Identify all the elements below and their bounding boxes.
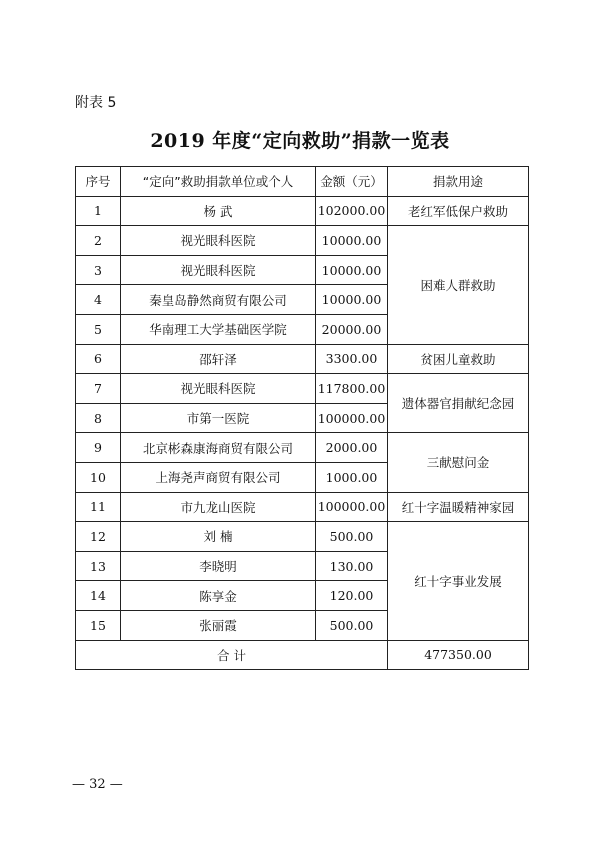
header-use: 捐款用途 (388, 167, 529, 197)
row-use: 红十字事业发展 (388, 522, 529, 640)
row-amount: 130.00 (316, 551, 388, 581)
header-amount: 金额（元） (316, 167, 388, 197)
donation-table (75, 166, 529, 670)
table-header-row (76, 167, 529, 197)
total-label: 合 计 (76, 640, 388, 670)
row-donor: 陈享金 (121, 581, 316, 611)
row-no: 10 (76, 462, 121, 492)
row-no: 11 (76, 492, 121, 522)
row-amount: 2000.00 (316, 433, 388, 463)
document-title: 2019 年度“定向救助”捐款一览表 (150, 130, 450, 152)
row-amount: 100000.00 (316, 403, 388, 433)
row-use: 老红军低保户救助 (388, 196, 529, 226)
row-amount: 10000.00 (316, 285, 388, 315)
row-donor: 华南理工大学基础医学院 (121, 314, 316, 344)
row-no: 13 (76, 551, 121, 581)
row-donor: 视光眼科医院 (121, 374, 316, 404)
row-donor: 市第一医院 (121, 403, 316, 433)
row-no: 2 (76, 226, 121, 256)
row-no: 8 (76, 403, 121, 433)
row-amount: 500.00 (316, 610, 388, 640)
total-row (76, 640, 529, 670)
row-amount: 1000.00 (316, 462, 388, 492)
row-no: 3 (76, 255, 121, 285)
row-use: 三献慰问金 (388, 433, 529, 492)
table-row (76, 522, 529, 552)
row-no: 12 (76, 522, 121, 552)
table-row (76, 226, 529, 256)
row-no: 1 (76, 196, 121, 226)
row-use: 贫困儿童救助 (388, 344, 529, 374)
appendix-label: 附表 5 (75, 95, 117, 111)
row-amount: 3300.00 (316, 344, 388, 374)
page-number: — 32 — (72, 777, 123, 792)
header-no: 序号 (76, 167, 121, 197)
row-donor: 张丽霞 (121, 610, 316, 640)
row-donor: 视光眼科医院 (121, 226, 316, 256)
row-use: 困难人群救助 (388, 226, 529, 344)
row-amount: 20000.00 (316, 314, 388, 344)
table-row (76, 492, 529, 522)
row-amount: 100000.00 (316, 492, 388, 522)
row-no: 7 (76, 374, 121, 404)
row-amount: 10000.00 (316, 226, 388, 256)
row-donor: 李晓明 (121, 551, 316, 581)
total-amount: 477350.00 (388, 640, 529, 670)
row-donor: 杨 武 (121, 196, 316, 226)
table-row (76, 344, 529, 374)
row-donor: 市九龙山医院 (121, 492, 316, 522)
row-no: 14 (76, 581, 121, 611)
table-row (76, 374, 529, 404)
row-donor: 邵轩泽 (121, 344, 316, 374)
row-no: 9 (76, 433, 121, 463)
row-donor: 上海尧声商贸有限公司 (121, 462, 316, 492)
row-amount: 500.00 (316, 522, 388, 552)
row-no: 6 (76, 344, 121, 374)
row-donor: 秦皇岛静然商贸有限公司 (121, 285, 316, 315)
row-amount: 10000.00 (316, 255, 388, 285)
row-use: 遗体器官捐献纪念园 (388, 374, 529, 433)
header-donor: “定向”救助捐款单位或个人 (121, 167, 316, 197)
row-donor: 北京彬森康海商贸有限公司 (121, 433, 316, 463)
table-row (76, 433, 529, 463)
row-donor: 刘 楠 (121, 522, 316, 552)
row-amount: 117800.00 (316, 374, 388, 404)
table-row (76, 196, 529, 226)
row-no: 5 (76, 314, 121, 344)
row-no: 4 (76, 285, 121, 315)
row-amount: 120.00 (316, 581, 388, 611)
row-use: 红十字温暖精神家园 (388, 492, 529, 522)
row-no: 15 (76, 610, 121, 640)
row-amount: 102000.00 (316, 196, 388, 226)
row-donor: 视光眼科医院 (121, 255, 316, 285)
